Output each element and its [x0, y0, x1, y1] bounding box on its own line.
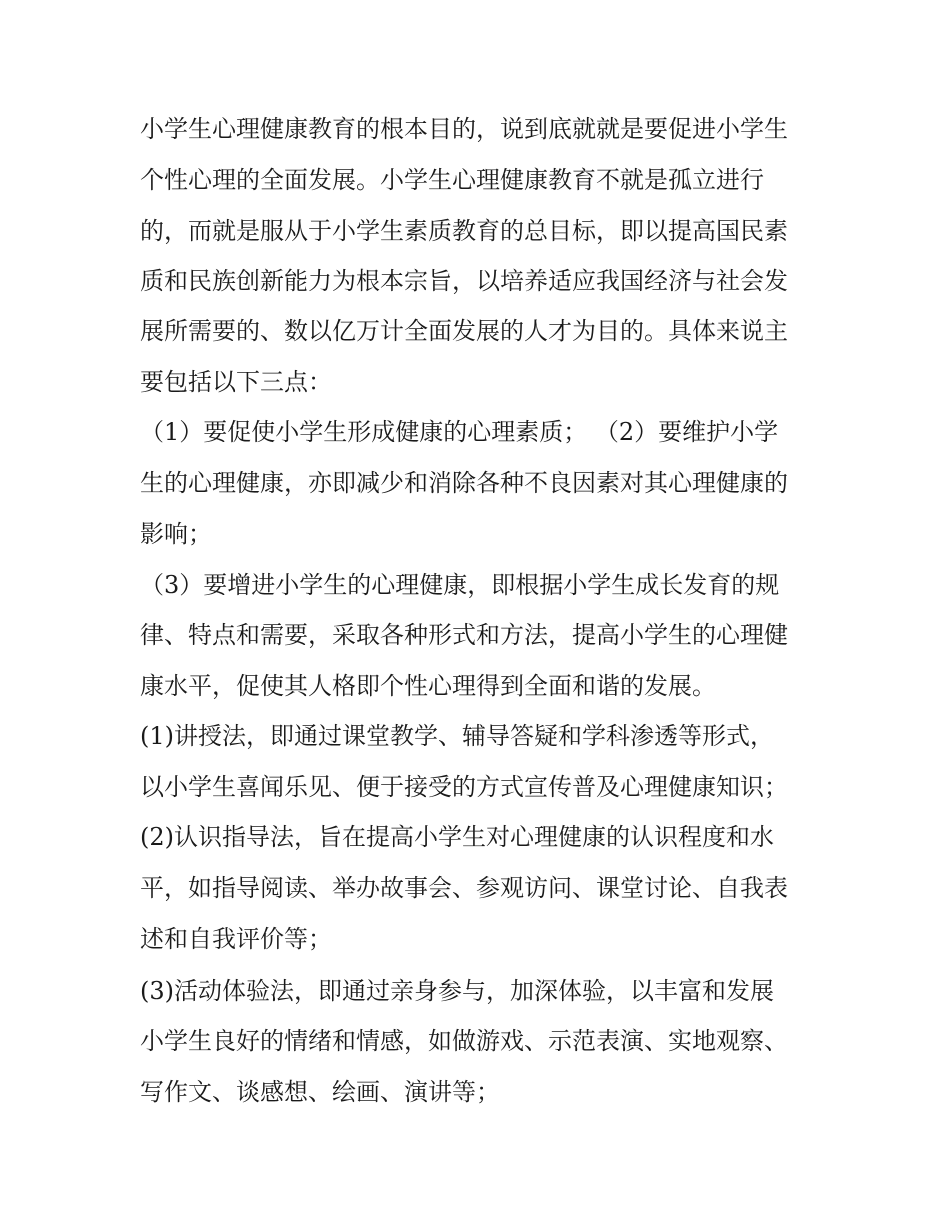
text-line: 个性心理的全面发展。小学生心理健康教育不就是孤立进行: [140, 166, 764, 194]
text-line: 小学生良好的情绪和情感，如做游戏、示范表演、实地观察、: [140, 1027, 788, 1055]
text-line: （3）要增进小学生的心理健康，即根据小学生成长发育的规: [140, 571, 780, 599]
text-line: (3)活动体验法，即通过亲身参与，加深体验，以丰富和发展: [140, 977, 774, 1005]
text-line: 质和民族创新能力为根本宗旨，以培养适应我国经济与社会发: [140, 267, 788, 295]
text-line: (2)认识指导法，旨在提高小学生对心理健康的认识程度和水: [140, 823, 774, 851]
text-line: 要包括以下三点：: [140, 368, 332, 396]
text-line: 康水平，促使其人格即个性心理得到全面和谐的发展。: [140, 672, 716, 700]
text-line: 展所需要的、数以亿万计全面发展的人才为目的。具体来说主: [140, 317, 788, 345]
text-line: 写作文、谈感想、绘画、演讲等；: [140, 1078, 500, 1106]
text-line: 述和自我评价等；: [140, 925, 332, 953]
text-line: 小学生心理健康教育的根本目的，说到底就就是要促进小学生: [140, 115, 788, 143]
text-line: 生的心理健康，亦即减少和消除各种不良因素对其心理健康的: [140, 469, 788, 497]
text-line: 的，而就是服从于小学生素质教育的总目标，即以提高国民素: [140, 217, 788, 245]
text-line: （1）要促使小学生形成健康的心理素质； （2）要维护小学: [140, 418, 779, 446]
text-line: 平，如指导阅读、举办故事会、参观访问、课堂讨论、自我表: [140, 874, 788, 902]
text-line: 影响；: [140, 520, 212, 548]
text-line: (1)讲授法，即通过课堂教学、辅导答疑和学科渗透等形式，: [140, 722, 774, 750]
text-line: 以小学生喜闻乐见、便于接受的方式宣传普及心理健康知识；: [140, 773, 788, 801]
text-line: 律、特点和需要，采取各种形式和方法，提高小学生的心理健: [140, 621, 788, 649]
